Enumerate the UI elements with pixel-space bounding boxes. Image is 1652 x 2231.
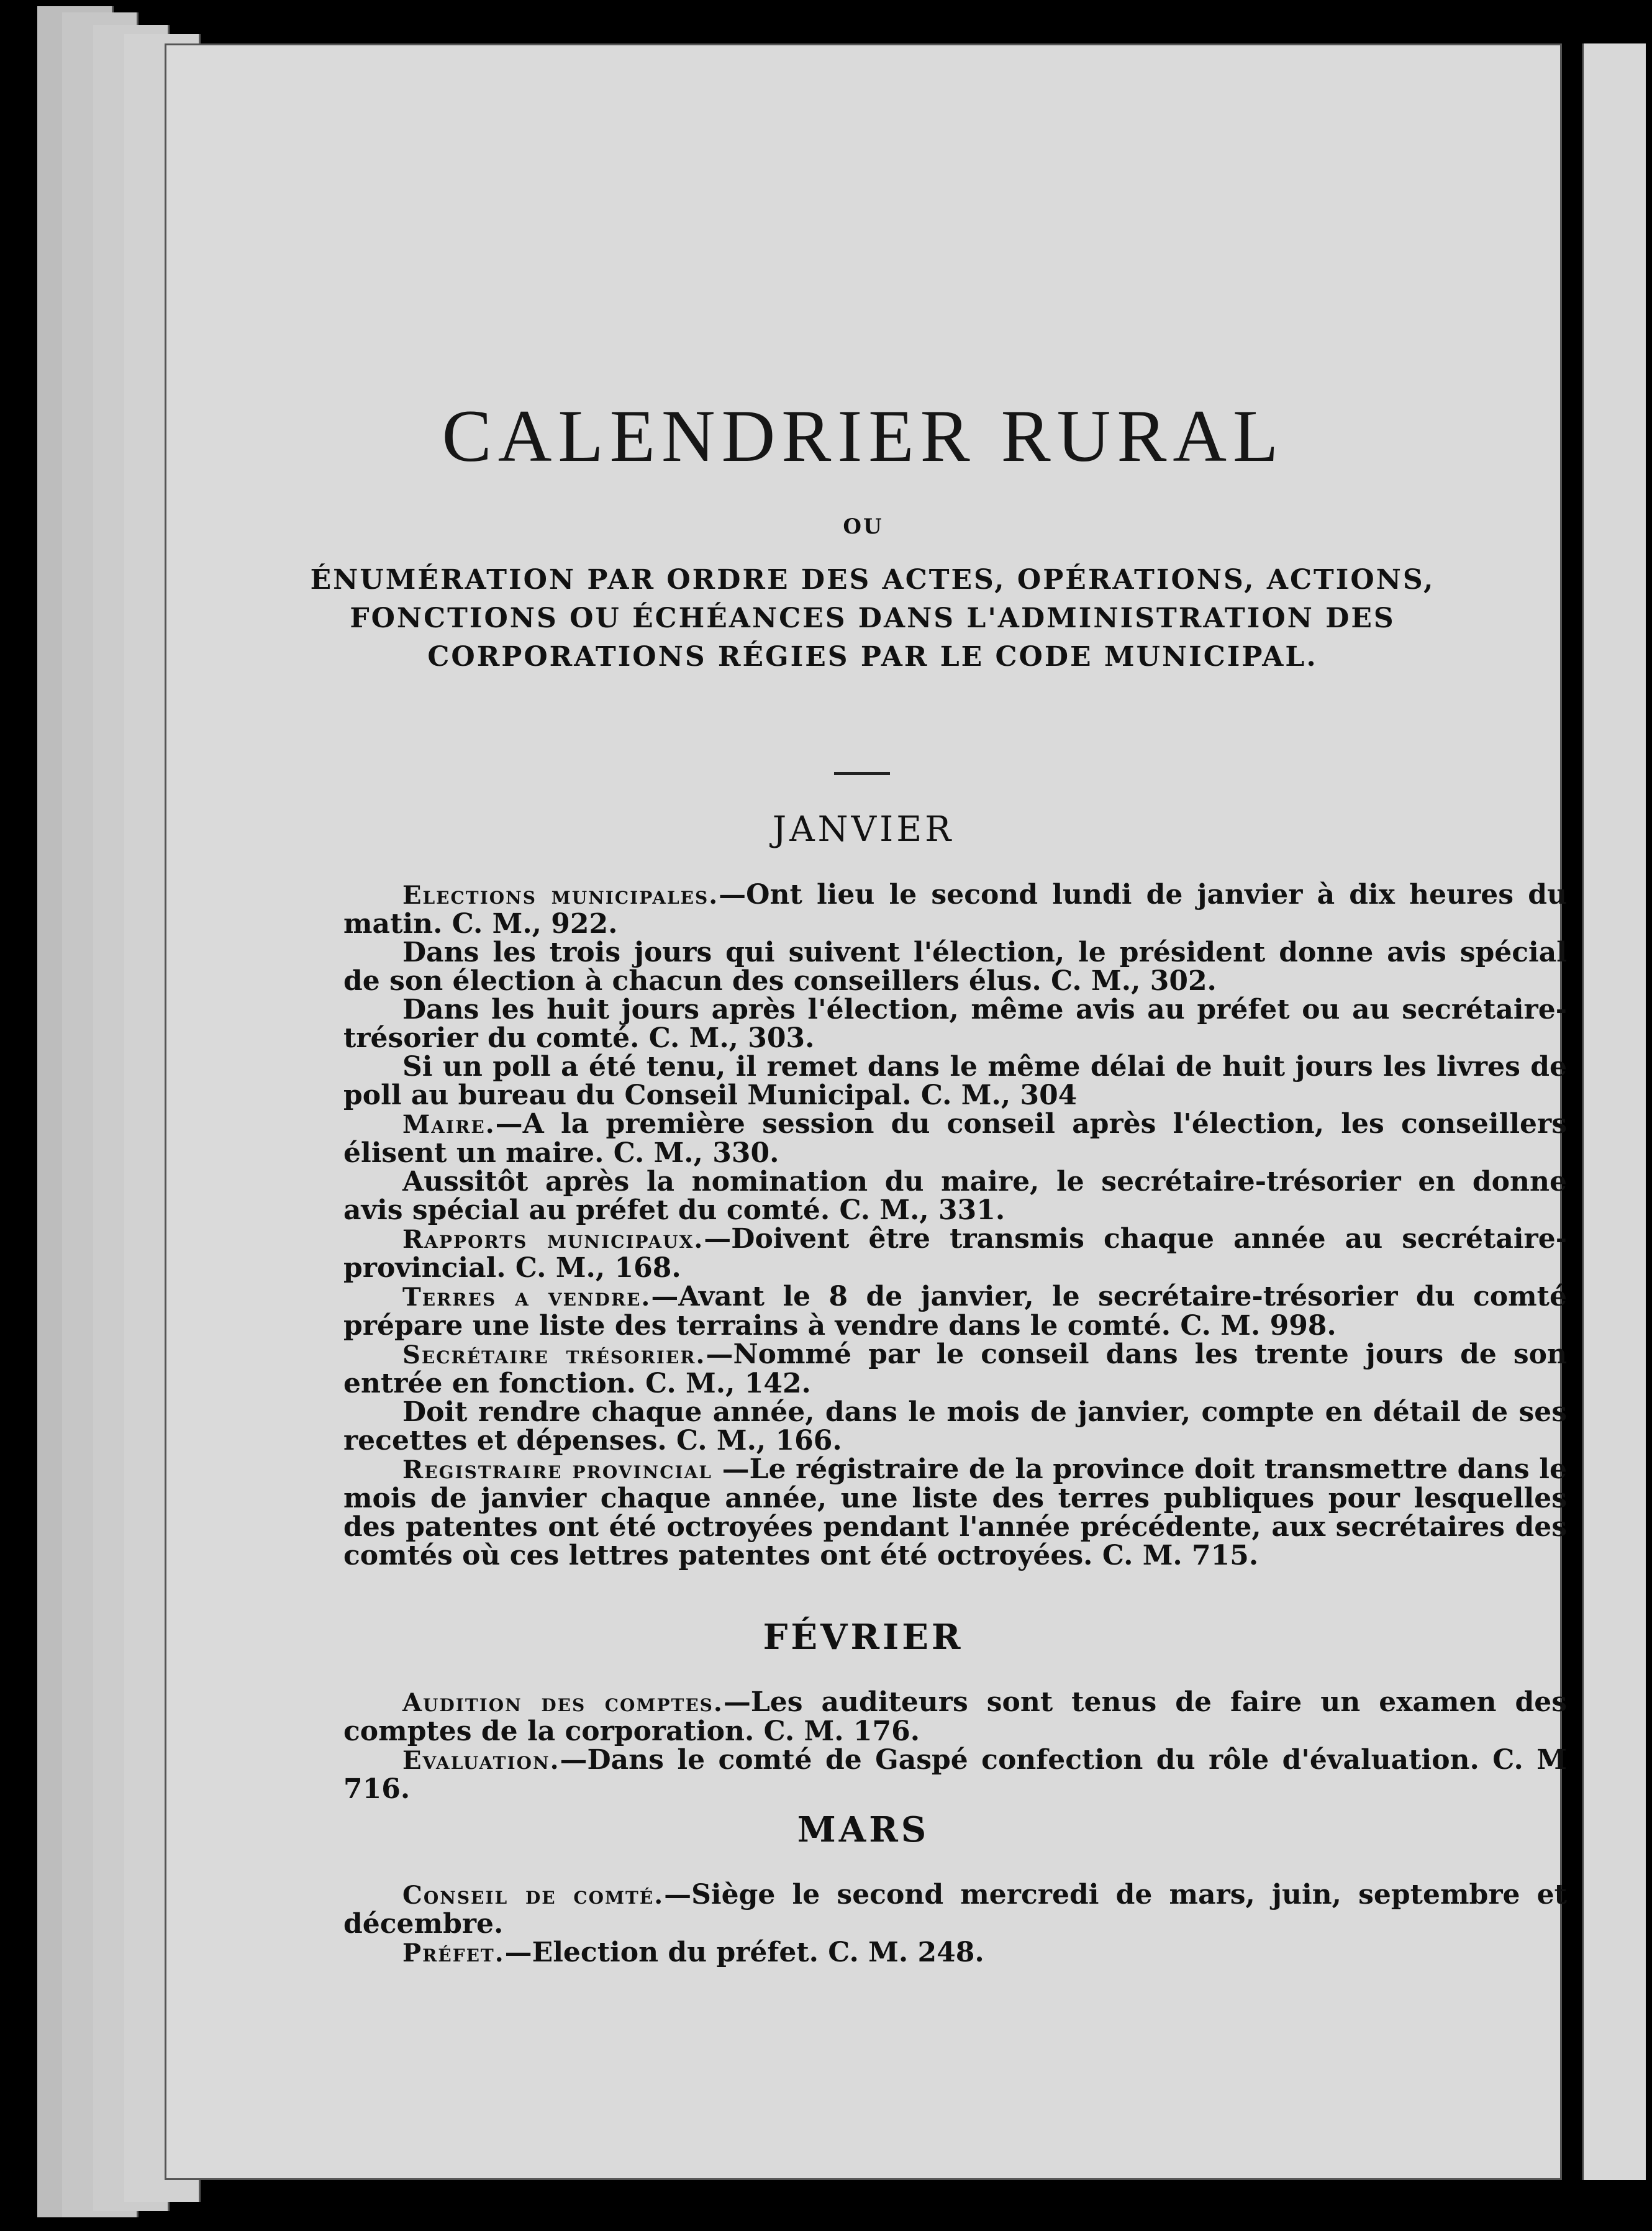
entry (343, 1938, 1567, 1968)
entry (343, 996, 1567, 1053)
entry-label: Rapports municipaux. (402, 1225, 704, 1254)
section-janvier (343, 881, 1567, 1570)
entry (343, 1225, 1567, 1283)
entry (343, 1746, 1567, 1804)
entry-label: Registraire provincial (402, 1455, 712, 1484)
entry-text: —Avant le 8 de janvier, le secrétaire-trésorier du comté prépare une liste des terrains à vendre dans le comté. C. M. 998. (343, 1281, 1567, 1342)
entry-label: Préfet. (402, 1938, 505, 1968)
entry-text: —Les auditeurs sont tenus de faire un examen des comptes de la corporation. C. M. 176. (343, 1686, 1568, 1747)
entry-text: —Le régistraire de la province doit transmettre dans le mois de janvier chaque année, une liste des terres publiques pour lesquelles des patentes ont été octroyées pendant l'année précédente, aux secrétaires des comtés où ces lettres patentes ont été octroyées. C. M. 715. (343, 1453, 1567, 1571)
month-heading-mars: MARS (797, 1809, 930, 1850)
entry-label: Secrétaire trésorier. (402, 1340, 706, 1370)
entry-text: Doit rendre chaque année, dans le mois de janvier, compte en détail de ses recettes et dépenses. C. M., 166. (343, 1396, 1567, 1456)
entry-text: —A la première session du conseil après l'élection, les conseillers élisent un maire. C. M., 330. (343, 1108, 1567, 1169)
entry-text: —Dans le comté de Gaspé confection du rôle d'évaluation. C. M 716. (343, 1744, 1567, 1805)
section-mars (343, 1881, 1567, 1968)
entry-text: Dans les trois jours qui suivent l'élection, le président donne avis spécial de son élection à chacun des conseillers élus. C. M., 302. (343, 937, 1567, 997)
entry (343, 1283, 1567, 1340)
page-title: CALENDRIER RURAL (442, 394, 1285, 477)
entry (343, 1455, 1567, 1570)
title-conjunction: OU (843, 514, 884, 539)
document-page (165, 43, 1568, 2180)
entry-text: —Nommé par le conseil dans les trente jours de son entrée en fonction. C. M., 142. (343, 1338, 1567, 1399)
entry (343, 1340, 1567, 1398)
entry-text: —Siège le second mercredi de mars, juin, septembre et décembre. (343, 1879, 1567, 1940)
entry-label: Maire. (402, 1110, 496, 1139)
entry-label: Conseil de comté. (402, 1881, 665, 1910)
section-fevrier (343, 1688, 1567, 1804)
entry-label: Evaluation. (402, 1746, 560, 1775)
entry-text: Aussitôt après la nomination du maire, le secrétaire-trésorier en donne avis spécial au préfet du comté. C. M., 331. (343, 1166, 1567, 1226)
entry (343, 1110, 1567, 1168)
month-heading-fevrier: FÉVRIER (763, 1617, 964, 1658)
entry-text: Si un poll a été tenu, il remet dans le même délai de huit jours les livres de poll au bureau du Conseil Municipal. C. M., 304 (343, 1051, 1567, 1111)
entry (343, 881, 1567, 938)
entry (343, 1881, 1567, 1938)
entry-label: Audition des comptes. (402, 1688, 724, 1717)
entry-text: Dans les huit jours après l'élection, même avis au préfet ou au secrétaire-trésorier du comté. C. M., 303. (343, 994, 1567, 1054)
entry-label: Terres a vendre. (402, 1283, 651, 1312)
entry-text: —Ont lieu le second lundi de janvier à dix heures du matin. C. M., 922. (343, 879, 1567, 940)
entry (343, 1053, 1567, 1110)
entry (343, 938, 1567, 996)
facing-page-edge (1582, 43, 1646, 2180)
entry (343, 1168, 1567, 1225)
entry-text: —Doivent être transmis chaque année au secrétaire-provincial. C. M., 168. (343, 1223, 1567, 1284)
month-heading-janvier: JANVIER (772, 809, 955, 850)
entry-text: —Election du préfet. C. M. 248. (504, 1937, 984, 1968)
entry (343, 1398, 1567, 1455)
page-subtitle: ÉNUMÉRATION PAR ORDRE DES ACTES, OPÉRATIONS, ACTIONS, FONCTIONS OU ÉCHÉANCES DANS L'ADMINISTRATION DES CORPORATIONS RÉGIES PAR LE CODE MUNICIPAL. (310, 564, 1435, 673)
entry-label: Elections municipales. (402, 881, 719, 910)
entry (343, 1688, 1567, 1746)
divider (834, 772, 890, 775)
